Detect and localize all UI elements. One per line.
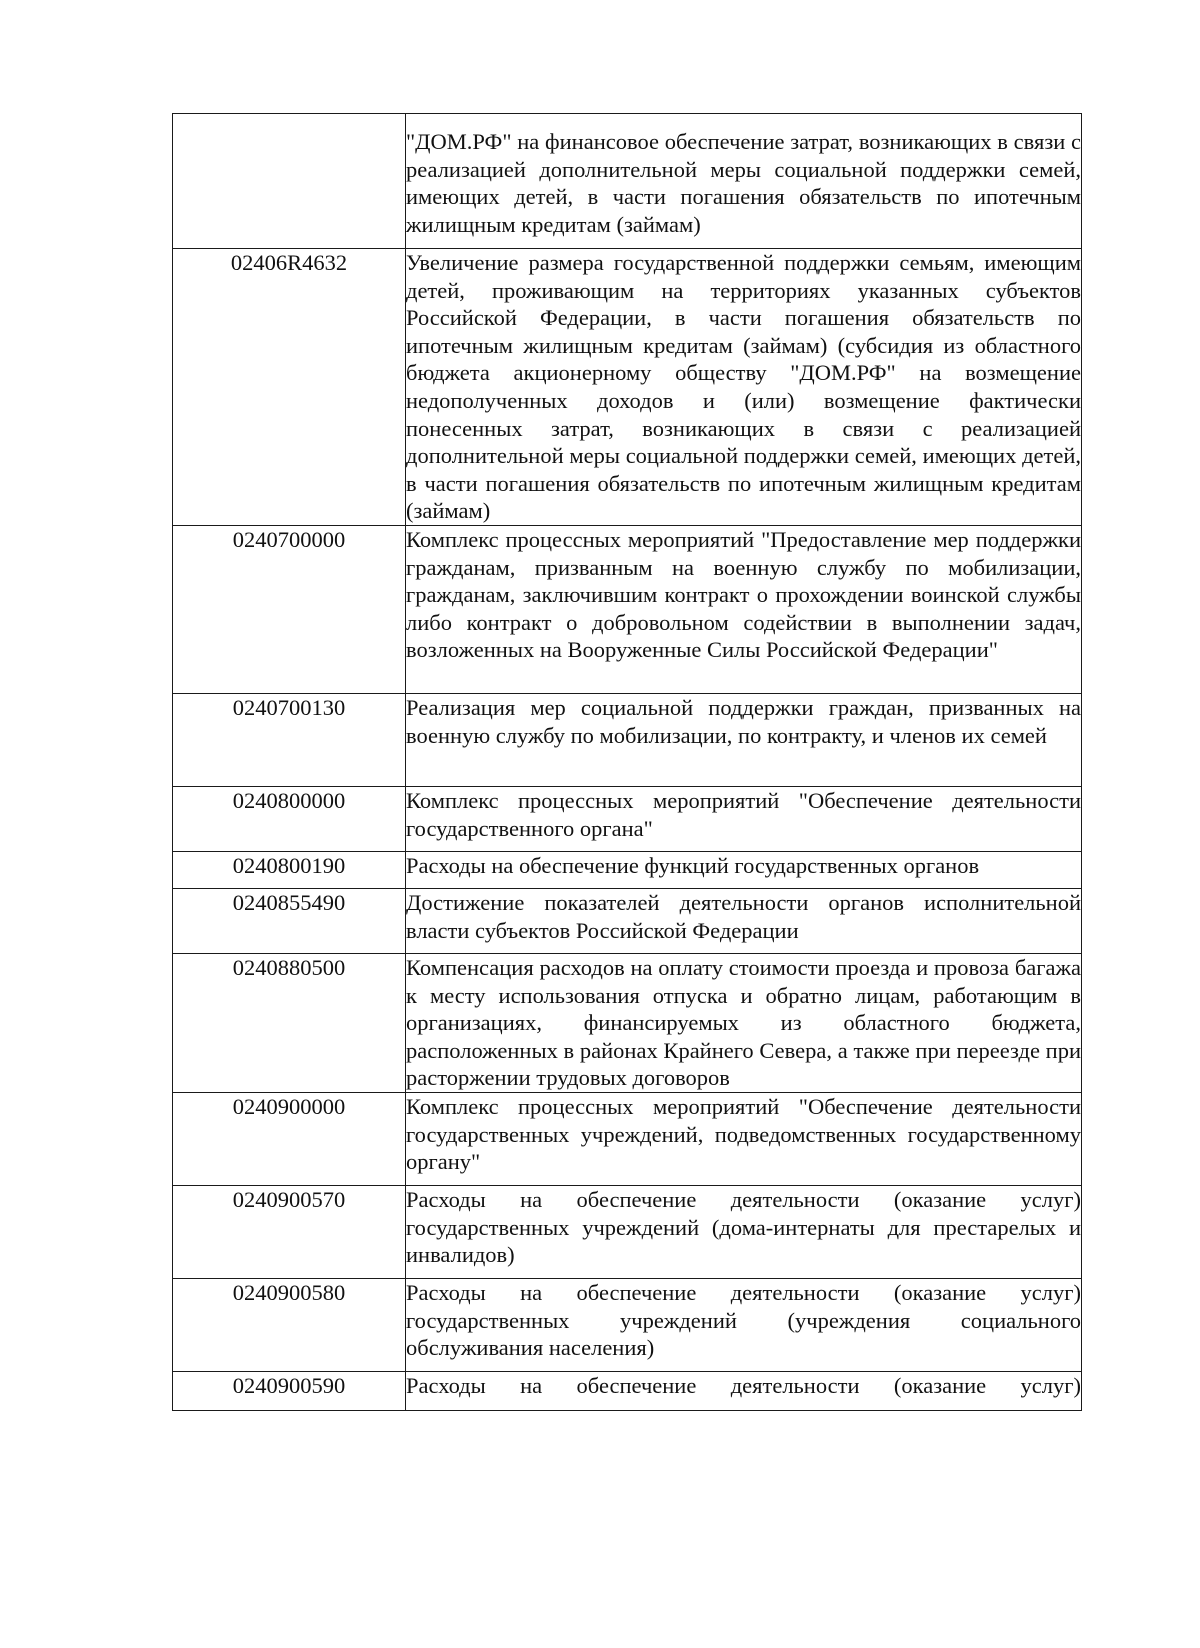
code-cell: 0240900000 — [173, 1092, 406, 1185]
code-cell: 02406R4632 — [173, 249, 406, 526]
table-row — [173, 851, 1082, 888]
table-row — [173, 1185, 1082, 1278]
code-cell: 0240700130 — [173, 693, 406, 786]
description-cell: Достижение показателей деятельности органов исполнительной власти субъектов Российской Федерации — [406, 888, 1082, 953]
table-row — [173, 953, 1082, 1092]
code-cell: 0240700000 — [173, 525, 406, 693]
code-cell: 0240800190 — [173, 851, 406, 888]
budget-classification-table — [172, 113, 1082, 1411]
description-cell: Расходы на обеспечение деятельности (оказание услуг) государственных учреждений (дома-интернаты для престарелых и инвалидов) — [406, 1185, 1082, 1278]
table-row — [173, 114, 1082, 249]
table-row — [173, 786, 1082, 851]
table-row — [173, 1371, 1082, 1410]
code-cell: 0240900570 — [173, 1185, 406, 1278]
table-row — [173, 1278, 1082, 1371]
table-row — [173, 525, 1082, 693]
description-cell: "ДОМ.РФ" на финансовое обеспечение затрат, возникающих в связи с реализацией дополнительной меры социальной поддержки семей, имеющих детей, в части погашения обязательств по ипотечным жилищным кредитам (займам) — [406, 114, 1082, 249]
description-cell: Расходы на обеспечение деятельности (оказание услуг) — [406, 1371, 1082, 1410]
description-cell: Реализация мер социальной поддержки граждан, призванных на военную службу по мобилизации, по контракту, и членов их семей — [406, 693, 1082, 786]
table-row — [173, 1092, 1082, 1185]
description-cell: Компенсация расходов на оплату стоимости проезда и провоза багажа к месту использования отпуска и обратно лицам, работающим в организациях, финансируемых из областного бюджета, расположенных в районах Крайнего Севера, а также при переезде при расторжении трудовых договоров — [406, 953, 1082, 1092]
code-cell: 0240855490 — [173, 888, 406, 953]
description-cell: Расходы на обеспечение функций государственных органов — [406, 851, 1082, 888]
code-cell — [173, 114, 406, 249]
code-cell: 0240900580 — [173, 1278, 406, 1371]
table-row — [173, 888, 1082, 953]
code-cell: 0240800000 — [173, 786, 406, 851]
description-cell: Увеличение размера государственной поддержки семьям, имеющим детей, проживающим на территориях указанных субъектов Российской Федерации, в части погашения обязательств по ипотечным жилищным кредитам (займам) (субсидия из областного бюджета акционерному обществу "ДОМ.РФ" на возмещение недополученных доходов и (или) возмещение фактически понесенных затрат, возникающих в связи с реализацией дополнительной меры социальной поддержки семей, имеющих детей, в части погашения обязательств по ипотечным жилищным кредитам (займам) — [406, 249, 1082, 526]
description-cell: Комплекс процессных мероприятий "Предоставление мер поддержки гражданам, призванным на военную службу по мобилизации, гражданам, заключившим контракт о прохождении воинской службы либо контракт о добровольном содействии в выполнении задач, возложенных на Вооруженные Силы Российской Федерации" — [406, 525, 1082, 693]
code-cell: 0240880500 — [173, 953, 406, 1092]
description-cell: Комплекс процессных мероприятий "Обеспечение деятельности государственных учреждений, подведомственных государственному органу" — [406, 1092, 1082, 1185]
description-cell: Комплекс процессных мероприятий "Обеспечение деятельности государственного органа" — [406, 786, 1082, 851]
table-row — [173, 249, 1082, 526]
code-cell: 0240900590 — [173, 1371, 406, 1410]
description-cell: Расходы на обеспечение деятельности (оказание услуг) государственных учреждений (учреждения социального обслуживания населения) — [406, 1278, 1082, 1371]
table-row — [173, 693, 1082, 786]
